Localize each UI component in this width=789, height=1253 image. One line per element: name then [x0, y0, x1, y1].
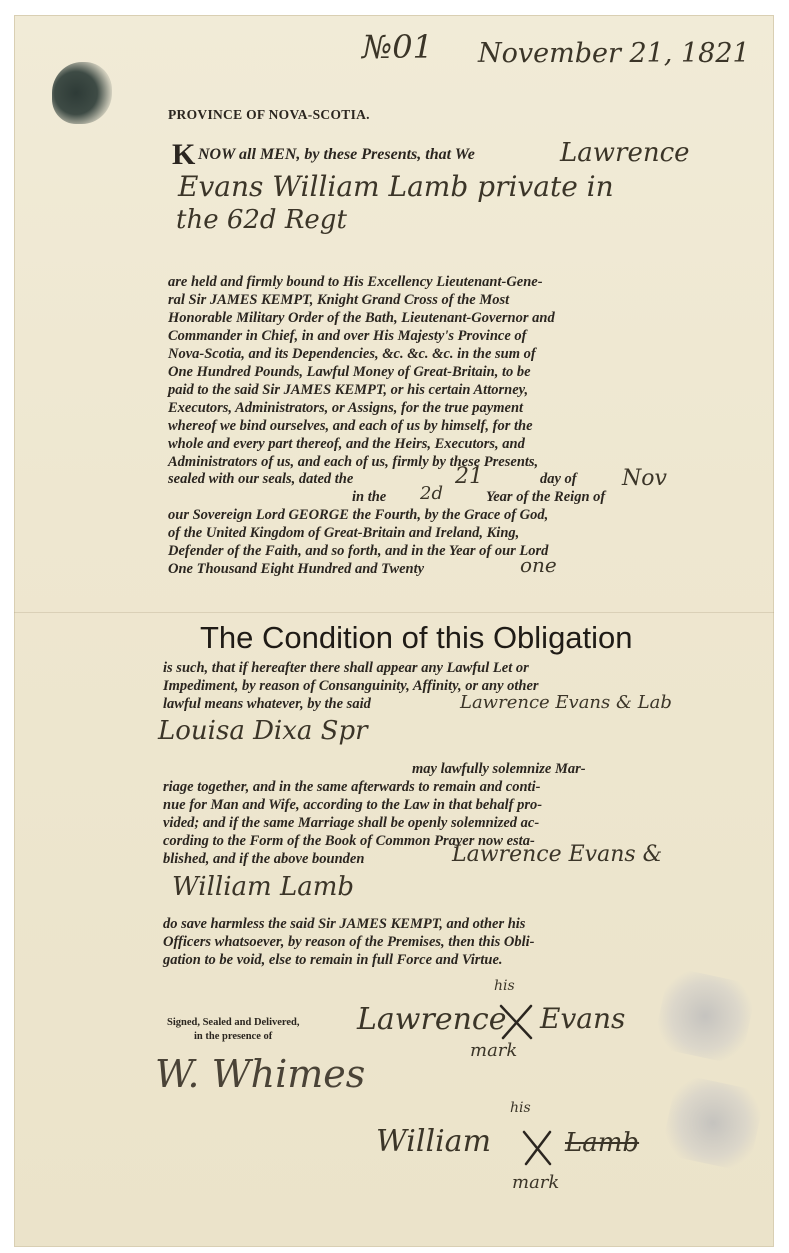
- sig1-last: Evans: [540, 1002, 626, 1035]
- drop-cap-k: K: [172, 138, 196, 171]
- sig2-x-mark: [520, 1128, 556, 1168]
- bond-line: are held and firmly bound to His Excellency Lieutenant-Gene-: [168, 274, 543, 290]
- sig2-last: Lamb: [565, 1128, 640, 1158]
- bond-line: Executors, Administrators, or Assigns, for the true payment: [168, 400, 524, 416]
- bond-line: ral Sir JAMES KEMPT, Knight Grand Cross of the Most: [168, 292, 510, 308]
- sig2-his: his: [510, 1100, 531, 1116]
- marriage-line: cording to the Form of the Book of Common Prayer now esta-: [163, 833, 535, 849]
- bond-line: whole and every part thereof, and the Heirs, Executors, and: [168, 436, 525, 452]
- dated-year-hand: 2d: [420, 483, 443, 504]
- bond-line: Commander in Chief, in and over His Majesty's Province of: [168, 328, 527, 344]
- dated-month-hand: Nov: [622, 466, 667, 491]
- bounden-hand: Lawrence Evans &: [452, 842, 663, 867]
- year-line-printed: One Thousand Eight Hundred and Twenty: [168, 561, 425, 577]
- william-hand: William Lamb: [172, 872, 355, 902]
- sig1-x-mark: [497, 1002, 537, 1042]
- condition-lawful: lawful means whatever, by the said: [163, 696, 371, 712]
- closing-line: do save harmless the said Sir JAMES KEMPT, and other his: [163, 916, 526, 932]
- dated-text-2: day of: [540, 471, 577, 487]
- condition-line: Impediment, by reason of Consanguinity, Affinity, or any other: [163, 678, 539, 694]
- intro-hand-1: Lawrence: [560, 138, 690, 168]
- marriage-line: nue for Man and Wife, according to the Law in that behalf pro-: [163, 797, 543, 813]
- condition-title: The Condition of this Obligation: [200, 620, 633, 655]
- province-heading: PROVINCE OF NOVA-SCOTIA.: [168, 107, 370, 122]
- bond-line: Administrators of us, and each of us, firmly by these Presents,: [168, 454, 539, 470]
- condition-line: is such, that if hereafter there shall appear any Lawful Let or: [163, 660, 529, 676]
- sig1-first: Lawrence: [357, 1002, 507, 1037]
- year-line-hand: one: [520, 553, 557, 577]
- intro-lead: NOW all MEN, by these Presents, that We: [198, 146, 475, 163]
- marriage-line: vided; and if the same Marriage shall be openly solemnized ac-: [163, 815, 540, 831]
- bond-line: Nova-Scotia, and its Dependencies, &c. &c. &c. in the sum of: [168, 346, 536, 362]
- bride-hand: Louisa Dixa Spr: [158, 716, 368, 746]
- witness-label-1: Signed, Sealed and Delivered,: [167, 1017, 300, 1028]
- sig1-his: his: [494, 978, 515, 994]
- sig1-mark-label: mark: [470, 1040, 518, 1061]
- intro-hand-2: Evans William Lamb private in: [178, 170, 614, 203]
- closing-line: Officers whatsoever, by reason of the Premises, then this Obli-: [163, 934, 535, 950]
- bond-line: Honorable Military Order of the Bath, Lieutenant-Governor and: [168, 310, 555, 326]
- condition-bounden: blished, and if the above bounden: [163, 851, 365, 867]
- reign-line: of the United Kingdom of Great-Britain and Ireland, King,: [168, 525, 520, 541]
- ink-stain: [52, 62, 112, 124]
- bond-line: whereof we bind ourselves, and each of us by himself, for the: [168, 418, 533, 434]
- condition-may: may lawfully solemnize Mar-: [412, 761, 586, 777]
- dated-text-1: sealed with our seals, dated the: [168, 471, 354, 487]
- witness-signature: W. Whimes: [155, 1052, 366, 1096]
- marriage-line: riage together, and in the same afterwards to remain and conti-: [163, 779, 541, 795]
- sig2-first: William: [376, 1124, 492, 1159]
- closing-line: gation to be void, else to remain in full Force and Virtue.: [163, 952, 503, 968]
- document-number: №01: [362, 28, 433, 66]
- fold-line: [14, 612, 774, 613]
- dated-day-hand: 21: [455, 464, 483, 489]
- bond-line: paid to the said Sir JAMES KEMPT, or his certain Attorney,: [168, 382, 529, 398]
- dated-text-3: in the: [352, 489, 387, 505]
- document-date: November 21, 1821: [478, 38, 750, 69]
- dated-text-4: Year of the Reign of: [486, 489, 606, 505]
- reign-line: Defender of the Faith, and so forth, and in the Year of our Lord: [168, 543, 549, 559]
- groom-hand: Lawrence Evans & Lab: [460, 692, 672, 713]
- intro-hand-3: the 62d Regt: [176, 205, 347, 235]
- reign-line: our Sovereign Lord GEORGE the Fourth, by the Grace of God,: [168, 507, 549, 523]
- bond-line: One Hundred Pounds, Lawful Money of Great-Britain, to be: [168, 364, 531, 380]
- sig2-mark-label: mark: [512, 1172, 560, 1193]
- witness-label-2: in the presence of: [194, 1031, 273, 1042]
